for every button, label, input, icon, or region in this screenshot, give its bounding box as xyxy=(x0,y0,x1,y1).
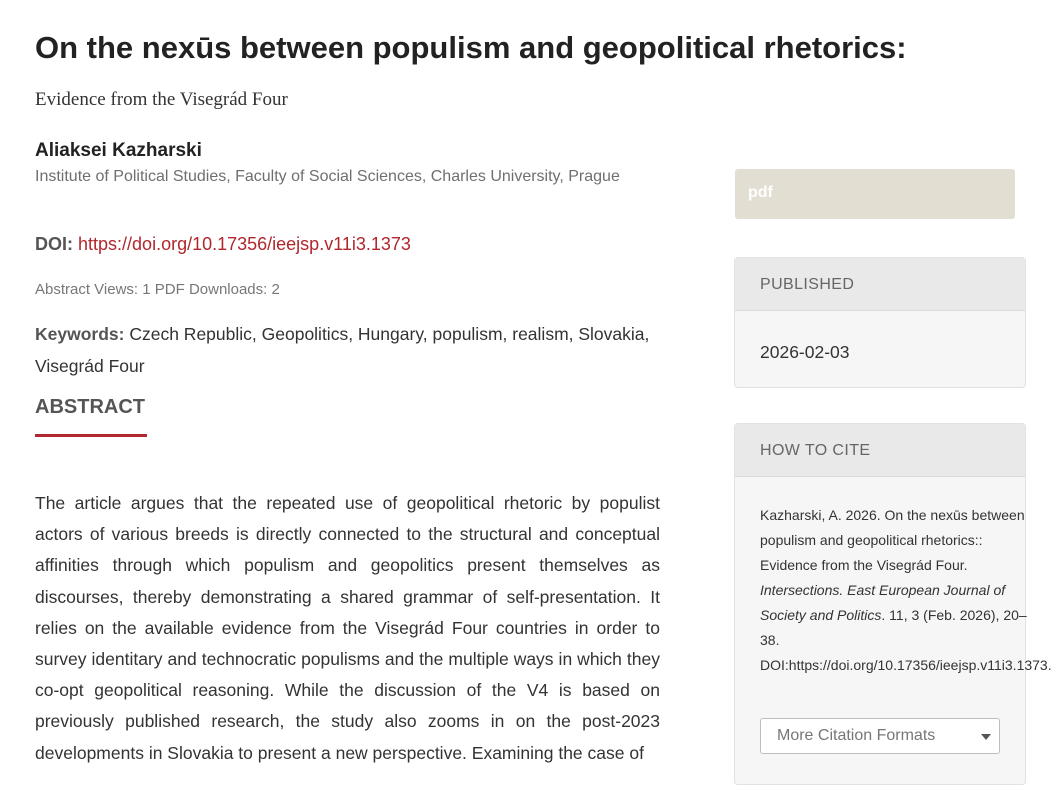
article-stats: Abstract Views: 1 PDF Downloads: 2 xyxy=(35,281,280,298)
published-date: 2026-02-03 xyxy=(760,342,850,362)
citation-part-2: . 11, 3 (Feb. 2026), 20–38. DOI:https://doi.org/10.17356/ieejsp.v11i3.1373. xyxy=(760,607,1052,673)
keywords-list: Czech Republic, Geopolitics, Hungary, populism, realism, Slovakia, Visegrád Four xyxy=(35,324,650,376)
published-heading: PUBLISHED xyxy=(760,276,855,293)
citation-part-1: Kazharski, A. 2026. On the nexūs between populism and geopolitical rhetorics:: Evidence from the Visegrád Four. xyxy=(760,507,1025,573)
doi-link[interactable]: https://doi.org/10.17356/ieejsp.v11i3.1373 xyxy=(78,234,411,254)
how-to-cite-panel-header xyxy=(735,424,1025,477)
author-affiliation: Institute of Political Studies, Faculty of Social Sciences, Charles University, Prague xyxy=(35,168,620,185)
citation-formats-label: More Citation Formats xyxy=(777,727,936,744)
citation-text xyxy=(760,503,1052,678)
article-title: On the nexūs between populism and geopolitical rhetorics: xyxy=(35,30,907,65)
abstract-heading: ABSTRACT xyxy=(35,396,145,418)
author-name: Aliaksei Kazharski xyxy=(35,140,202,161)
abstract-text: The article argues that the repeated use of geopolitical rhetoric by populist actors of various breeds is directly connected to the structural and conceptual affinities through which populism and geopolitics present themselves as discourses, thereby demonstrating a shared grammar of self-presentation. It relies on the available evidence from the Visegrád Four countries in order to survey identitary and technocratic populisms and the multiple ways in which they co-opt geopolitical reasoning. While the discussion of the V4 is based on previously published research, the study also zooms in on the post-2023 developments in Slovakia to present a new perspective. Examining the case of xyxy=(35,493,660,763)
how-to-cite-heading: HOW TO CITE xyxy=(760,442,871,459)
doi-label: DOI: xyxy=(35,234,73,254)
published-panel xyxy=(734,257,1026,388)
keywords-label: Keywords: xyxy=(35,324,125,344)
article-subtitle: Evidence from the Visegrád Four xyxy=(35,89,288,110)
keywords xyxy=(35,318,660,382)
citation-journal: Intersections. East European Journal of Society and Politics xyxy=(760,582,1006,623)
pdf-label: pdf xyxy=(748,184,773,201)
citation-formats-dropdown[interactable] xyxy=(760,718,1000,754)
abstract-heading-underline xyxy=(35,434,147,437)
pdf-download-button[interactable] xyxy=(735,169,1015,219)
published-panel-header xyxy=(735,258,1025,311)
how-to-cite-panel xyxy=(734,423,1052,785)
doi-row xyxy=(35,234,411,255)
chevron-down-icon xyxy=(981,734,991,740)
